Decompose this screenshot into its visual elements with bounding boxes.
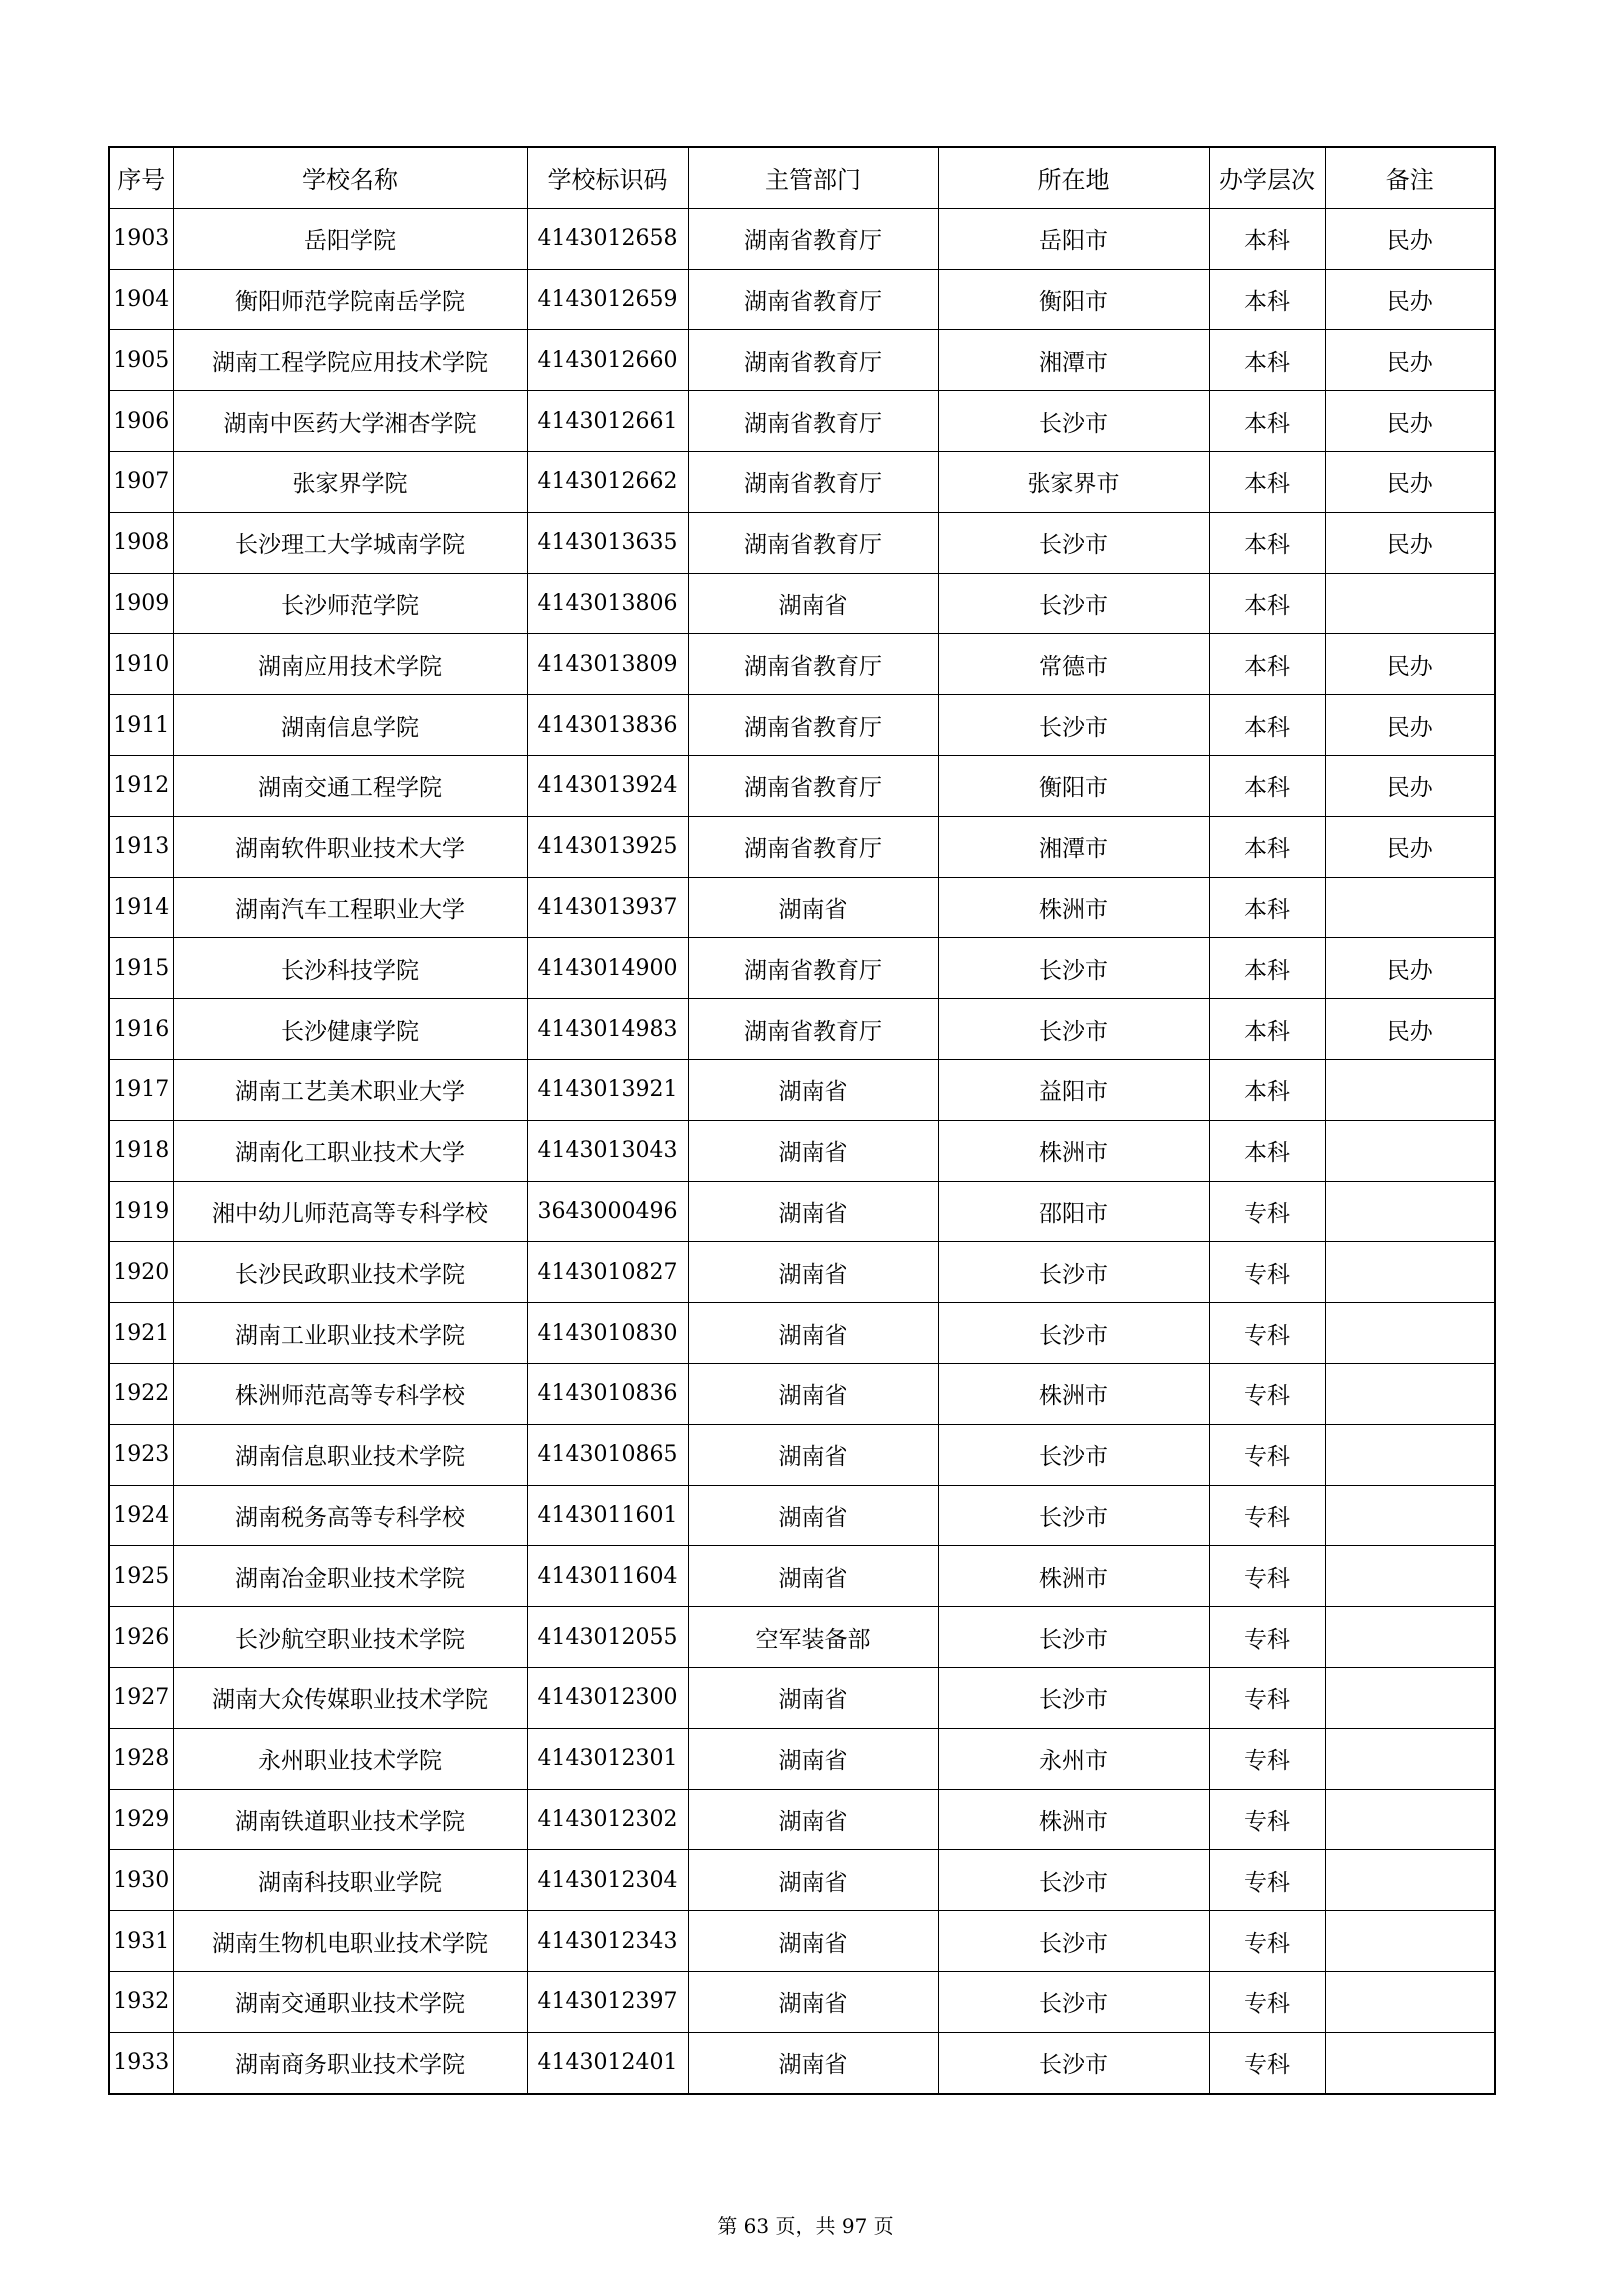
cell-school-code: 4143012397 xyxy=(527,1971,688,2032)
cell-authority: 湖南省教育厅 xyxy=(688,269,938,330)
cell-seq-no: 1918 xyxy=(109,1120,173,1181)
cell-authority: 湖南省 xyxy=(688,1546,938,1607)
cell-school-code: 4143014983 xyxy=(527,999,688,1060)
table-row xyxy=(109,391,1495,452)
cell-school-code: 4143012401 xyxy=(527,2032,688,2093)
cell-remark xyxy=(1325,1971,1495,2032)
cell-remark xyxy=(1325,1911,1495,1972)
cell-level: 本科 xyxy=(1209,1120,1325,1181)
cell-seq-no: 1933 xyxy=(109,2032,173,2093)
cell-remark xyxy=(1325,1728,1495,1789)
cell-seq-no: 1913 xyxy=(109,816,173,877)
cell-seq-no: 1930 xyxy=(109,1850,173,1911)
cell-remark: 民办 xyxy=(1325,816,1495,877)
table-row xyxy=(109,755,1495,816)
cell-level: 专科 xyxy=(1209,1546,1325,1607)
cell-school-code: 4143010827 xyxy=(527,1242,688,1303)
table-row xyxy=(109,877,1495,938)
table-row xyxy=(109,695,1495,756)
cell-seq-no: 1921 xyxy=(109,1303,173,1364)
cell-school-code: 4143013937 xyxy=(527,877,688,938)
cell-remark xyxy=(1325,1363,1495,1424)
cell-school-code: 4143013836 xyxy=(527,695,688,756)
cell-remark xyxy=(1325,1181,1495,1242)
cell-school-name: 湖南化工职业技术大学 xyxy=(173,1120,527,1181)
cell-location: 株洲市 xyxy=(938,1120,1209,1181)
table-row xyxy=(109,634,1495,695)
cell-authority: 湖南省教育厅 xyxy=(688,208,938,269)
cell-school-name: 衡阳师范学院南岳学院 xyxy=(173,269,527,330)
cell-remark xyxy=(1325,1303,1495,1364)
table-row xyxy=(109,1971,1495,2032)
cell-location: 长沙市 xyxy=(938,573,1209,634)
cell-location: 长沙市 xyxy=(938,2032,1209,2093)
table-row xyxy=(109,1059,1495,1120)
cell-authority: 湖南省 xyxy=(688,2032,938,2093)
table-row xyxy=(109,1485,1495,1546)
cell-school-name: 湖南大众传媒职业技术学院 xyxy=(173,1667,527,1728)
table-row xyxy=(109,816,1495,877)
cell-seq-no: 1922 xyxy=(109,1363,173,1424)
cell-location: 长沙市 xyxy=(938,1911,1209,1972)
cell-school-name: 湖南软件职业技术大学 xyxy=(173,816,527,877)
cell-remark xyxy=(1325,1789,1495,1850)
cell-school-name: 岳阳学院 xyxy=(173,208,527,269)
cell-level: 专科 xyxy=(1209,1971,1325,2032)
header-school-code: 学校标识码 xyxy=(527,147,688,208)
table-row xyxy=(109,1181,1495,1242)
cell-seq-no: 1927 xyxy=(109,1667,173,1728)
header-authority: 主管部门 xyxy=(688,147,938,208)
header-row xyxy=(109,147,1495,208)
table-row xyxy=(109,999,1495,1060)
table-row xyxy=(109,1363,1495,1424)
cell-remark: 民办 xyxy=(1325,999,1495,1060)
cell-school-code: 4143012660 xyxy=(527,330,688,391)
cell-school-code: 4143013635 xyxy=(527,512,688,573)
cell-location: 长沙市 xyxy=(938,1424,1209,1485)
cell-school-name: 湘中幼儿师范高等专科学校 xyxy=(173,1181,527,1242)
cell-school-name: 湖南生物机电职业技术学院 xyxy=(173,1911,527,1972)
cell-authority: 湖南省 xyxy=(688,1971,938,2032)
table-row xyxy=(109,512,1495,573)
cell-level: 专科 xyxy=(1209,1424,1325,1485)
cell-authority: 湖南省 xyxy=(688,1242,938,1303)
table-row xyxy=(109,1303,1495,1364)
cell-location: 常德市 xyxy=(938,634,1209,695)
cell-location: 湘潭市 xyxy=(938,816,1209,877)
cell-location: 长沙市 xyxy=(938,938,1209,999)
cell-level: 本科 xyxy=(1209,573,1325,634)
cell-remark: 民办 xyxy=(1325,938,1495,999)
table-row xyxy=(109,1242,1495,1303)
cell-seq-no: 1904 xyxy=(109,269,173,330)
cell-school-name: 湖南工业职业技术学院 xyxy=(173,1303,527,1364)
cell-school-name: 湖南税务高等专科学校 xyxy=(173,1485,527,1546)
header-level: 办学层次 xyxy=(1209,147,1325,208)
table-row xyxy=(109,269,1495,330)
cell-school-code: 4143012662 xyxy=(527,451,688,512)
cell-location: 张家界市 xyxy=(938,451,1209,512)
cell-remark xyxy=(1325,1424,1495,1485)
cell-authority: 湖南省 xyxy=(688,1789,938,1850)
cell-location: 长沙市 xyxy=(938,1303,1209,1364)
cell-school-code: 4143013809 xyxy=(527,634,688,695)
cell-location: 株洲市 xyxy=(938,1789,1209,1850)
cell-seq-no: 1919 xyxy=(109,1181,173,1242)
cell-school-name: 湖南冶金职业技术学院 xyxy=(173,1546,527,1607)
cell-authority: 湖南省 xyxy=(688,877,938,938)
cell-seq-no: 1929 xyxy=(109,1789,173,1850)
cell-authority: 湖南省教育厅 xyxy=(688,391,938,452)
cell-school-code: 3643000496 xyxy=(527,1181,688,1242)
cell-seq-no: 1906 xyxy=(109,391,173,452)
cell-remark: 民办 xyxy=(1325,451,1495,512)
table-row xyxy=(109,2032,1495,2093)
cell-school-code: 4143011601 xyxy=(527,1485,688,1546)
cell-school-code: 4143013925 xyxy=(527,816,688,877)
cell-seq-no: 1926 xyxy=(109,1607,173,1668)
cell-level: 专科 xyxy=(1209,1850,1325,1911)
cell-level: 本科 xyxy=(1209,512,1325,573)
cell-school-code: 4143010836 xyxy=(527,1363,688,1424)
cell-school-name: 湖南信息职业技术学院 xyxy=(173,1424,527,1485)
cell-level: 专科 xyxy=(1209,1789,1325,1850)
cell-authority: 湖南省 xyxy=(688,1059,938,1120)
cell-level: 专科 xyxy=(1209,1485,1325,1546)
cell-level: 本科 xyxy=(1209,877,1325,938)
cell-authority: 湖南省教育厅 xyxy=(688,512,938,573)
cell-location: 长沙市 xyxy=(938,512,1209,573)
cell-level: 本科 xyxy=(1209,938,1325,999)
cell-school-code: 4143011604 xyxy=(527,1546,688,1607)
cell-level: 本科 xyxy=(1209,816,1325,877)
cell-school-code: 4143010865 xyxy=(527,1424,688,1485)
cell-level: 本科 xyxy=(1209,269,1325,330)
header-school-name: 学校名称 xyxy=(173,147,527,208)
cell-authority: 湖南省 xyxy=(688,1181,938,1242)
cell-level: 专科 xyxy=(1209,1911,1325,1972)
cell-level: 专科 xyxy=(1209,1363,1325,1424)
cell-remark xyxy=(1325,877,1495,938)
cell-authority: 空军装备部 xyxy=(688,1607,938,1668)
table-row xyxy=(109,938,1495,999)
cell-school-name: 湖南汽车工程职业大学 xyxy=(173,877,527,938)
cell-level: 专科 xyxy=(1209,1303,1325,1364)
cell-level: 本科 xyxy=(1209,391,1325,452)
cell-location: 长沙市 xyxy=(938,695,1209,756)
cell-location: 益阳市 xyxy=(938,1059,1209,1120)
cell-level: 本科 xyxy=(1209,695,1325,756)
cell-remark: 民办 xyxy=(1325,634,1495,695)
cell-seq-no: 1903 xyxy=(109,208,173,269)
cell-school-name: 湖南中医药大学湘杏学院 xyxy=(173,391,527,452)
cell-location: 湘潭市 xyxy=(938,330,1209,391)
cell-location: 长沙市 xyxy=(938,1850,1209,1911)
cell-level: 专科 xyxy=(1209,1242,1325,1303)
cell-remark: 民办 xyxy=(1325,208,1495,269)
cell-school-code: 4143012661 xyxy=(527,391,688,452)
cell-authority: 湖南省 xyxy=(688,1120,938,1181)
table-row xyxy=(109,1728,1495,1789)
cell-seq-no: 1915 xyxy=(109,938,173,999)
cell-authority: 湖南省教育厅 xyxy=(688,938,938,999)
cell-remark xyxy=(1325,1667,1495,1728)
cell-authority: 湖南省教育厅 xyxy=(688,816,938,877)
cell-remark: 民办 xyxy=(1325,269,1495,330)
table-body xyxy=(109,208,1495,2093)
cell-authority: 湖南省 xyxy=(688,1911,938,1972)
cell-remark xyxy=(1325,1850,1495,1911)
cell-seq-no: 1923 xyxy=(109,1424,173,1485)
cell-seq-no: 1910 xyxy=(109,634,173,695)
cell-location: 长沙市 xyxy=(938,1242,1209,1303)
cell-authority: 湖南省 xyxy=(688,1485,938,1546)
cell-school-name: 湖南铁道职业技术学院 xyxy=(173,1789,527,1850)
cell-authority: 湖南省 xyxy=(688,1363,938,1424)
cell-school-name: 湖南交通工程学院 xyxy=(173,755,527,816)
table-row xyxy=(109,1546,1495,1607)
cell-school-name: 株洲师范高等专科学校 xyxy=(173,1363,527,1424)
cell-remark xyxy=(1325,1607,1495,1668)
cell-school-name: 湖南科技职业学院 xyxy=(173,1850,527,1911)
cell-location: 长沙市 xyxy=(938,1607,1209,1668)
cell-school-name: 湖南工艺美术职业大学 xyxy=(173,1059,527,1120)
cell-school-name: 张家界学院 xyxy=(173,451,527,512)
cell-location: 岳阳市 xyxy=(938,208,1209,269)
cell-level: 本科 xyxy=(1209,755,1325,816)
cell-seq-no: 1914 xyxy=(109,877,173,938)
cell-seq-no: 1912 xyxy=(109,755,173,816)
cell-location: 株洲市 xyxy=(938,877,1209,938)
cell-level: 本科 xyxy=(1209,634,1325,695)
cell-remark: 民办 xyxy=(1325,755,1495,816)
cell-level: 本科 xyxy=(1209,999,1325,1060)
cell-remark xyxy=(1325,2032,1495,2093)
cell-authority: 湖南省 xyxy=(688,1667,938,1728)
cell-seq-no: 1925 xyxy=(109,1546,173,1607)
cell-school-name: 长沙航空职业技术学院 xyxy=(173,1607,527,1668)
cell-school-code: 4143014900 xyxy=(527,938,688,999)
cell-level: 专科 xyxy=(1209,1181,1325,1242)
cell-school-code: 4143012659 xyxy=(527,269,688,330)
cell-authority: 湖南省教育厅 xyxy=(688,634,938,695)
cell-authority: 湖南省 xyxy=(688,1303,938,1364)
cell-location: 株洲市 xyxy=(938,1546,1209,1607)
table-row xyxy=(109,451,1495,512)
cell-seq-no: 1917 xyxy=(109,1059,173,1120)
cell-authority: 湖南省 xyxy=(688,1850,938,1911)
cell-level: 本科 xyxy=(1209,1059,1325,1120)
cell-seq-no: 1909 xyxy=(109,573,173,634)
cell-level: 本科 xyxy=(1209,330,1325,391)
cell-seq-no: 1907 xyxy=(109,451,173,512)
cell-location: 邵阳市 xyxy=(938,1181,1209,1242)
cell-school-code: 4143012302 xyxy=(527,1789,688,1850)
cell-location: 衡阳市 xyxy=(938,269,1209,330)
cell-level: 本科 xyxy=(1209,208,1325,269)
cell-seq-no: 1920 xyxy=(109,1242,173,1303)
cell-remark: 民办 xyxy=(1325,512,1495,573)
table-row xyxy=(109,1667,1495,1728)
cell-school-name: 长沙理工大学城南学院 xyxy=(173,512,527,573)
cell-remark xyxy=(1325,1546,1495,1607)
cell-school-code: 4143012055 xyxy=(527,1607,688,1668)
cell-location: 永州市 xyxy=(938,1728,1209,1789)
cell-authority: 湖南省教育厅 xyxy=(688,755,938,816)
cell-level: 专科 xyxy=(1209,1667,1325,1728)
cell-school-code: 4143013806 xyxy=(527,573,688,634)
cell-authority: 湖南省教育厅 xyxy=(688,999,938,1060)
cell-school-code: 4143010830 xyxy=(527,1303,688,1364)
cell-school-name: 湖南信息学院 xyxy=(173,695,527,756)
cell-location: 衡阳市 xyxy=(938,755,1209,816)
cell-school-name: 长沙健康学院 xyxy=(173,999,527,1060)
cell-seq-no: 1908 xyxy=(109,512,173,573)
cell-school-code: 4143012343 xyxy=(527,1911,688,1972)
cell-location: 长沙市 xyxy=(938,1971,1209,2032)
table-header xyxy=(109,147,1495,208)
cell-authority: 湖南省 xyxy=(688,1424,938,1485)
cell-seq-no: 1924 xyxy=(109,1485,173,1546)
table-row xyxy=(109,1120,1495,1181)
cell-seq-no: 1911 xyxy=(109,695,173,756)
school-list-table xyxy=(108,146,1496,2095)
cell-school-code: 4143013924 xyxy=(527,755,688,816)
table-row xyxy=(109,1607,1495,1668)
table-row xyxy=(109,1789,1495,1850)
cell-remark: 民办 xyxy=(1325,695,1495,756)
cell-school-code: 4143013921 xyxy=(527,1059,688,1120)
cell-level: 专科 xyxy=(1209,1607,1325,1668)
cell-location: 株洲市 xyxy=(938,1363,1209,1424)
cell-remark xyxy=(1325,573,1495,634)
cell-school-code: 4143012300 xyxy=(527,1667,688,1728)
table-row xyxy=(109,330,1495,391)
cell-seq-no: 1931 xyxy=(109,1911,173,1972)
cell-school-code: 4143012658 xyxy=(527,208,688,269)
cell-school-code: 4143013043 xyxy=(527,1120,688,1181)
cell-location: 长沙市 xyxy=(938,1667,1209,1728)
table-row xyxy=(109,573,1495,634)
cell-school-name: 湖南工程学院应用技术学院 xyxy=(173,330,527,391)
cell-level: 专科 xyxy=(1209,2032,1325,2093)
cell-school-name: 湖南应用技术学院 xyxy=(173,634,527,695)
table-row xyxy=(109,208,1495,269)
cell-remark xyxy=(1325,1242,1495,1303)
header-remark: 备注 xyxy=(1325,147,1495,208)
cell-school-name: 长沙科技学院 xyxy=(173,938,527,999)
cell-authority: 湖南省 xyxy=(688,573,938,634)
cell-school-code: 4143012301 xyxy=(527,1728,688,1789)
cell-remark: 民办 xyxy=(1325,391,1495,452)
cell-location: 长沙市 xyxy=(938,999,1209,1060)
table-row xyxy=(109,1424,1495,1485)
cell-location: 长沙市 xyxy=(938,1485,1209,1546)
header-location: 所在地 xyxy=(938,147,1209,208)
cell-school-name: 湖南交通职业技术学院 xyxy=(173,1971,527,2032)
table-row xyxy=(109,1850,1495,1911)
cell-remark xyxy=(1325,1120,1495,1181)
cell-school-name: 长沙师范学院 xyxy=(173,573,527,634)
cell-school-name: 永州职业技术学院 xyxy=(173,1728,527,1789)
cell-seq-no: 1928 xyxy=(109,1728,173,1789)
cell-school-name: 湖南商务职业技术学院 xyxy=(173,2032,527,2093)
cell-seq-no: 1932 xyxy=(109,1971,173,2032)
cell-authority: 湖南省 xyxy=(688,1728,938,1789)
cell-authority: 湖南省教育厅 xyxy=(688,695,938,756)
cell-seq-no: 1905 xyxy=(109,330,173,391)
cell-remark xyxy=(1325,1059,1495,1120)
cell-remark: 民办 xyxy=(1325,330,1495,391)
cell-school-name: 长沙民政职业技术学院 xyxy=(173,1242,527,1303)
cell-location: 长沙市 xyxy=(938,391,1209,452)
cell-level: 本科 xyxy=(1209,451,1325,512)
cell-level: 专科 xyxy=(1209,1728,1325,1789)
cell-remark xyxy=(1325,1485,1495,1546)
table-row xyxy=(109,1911,1495,1972)
cell-authority: 湖南省教育厅 xyxy=(688,451,938,512)
cell-authority: 湖南省教育厅 xyxy=(688,330,938,391)
header-seq-no: 序号 xyxy=(109,147,173,208)
cell-school-code: 4143012304 xyxy=(527,1850,688,1911)
cell-seq-no: 1916 xyxy=(109,999,173,1060)
page-footer: 第 63 页，共 97 页 xyxy=(717,2214,894,2238)
